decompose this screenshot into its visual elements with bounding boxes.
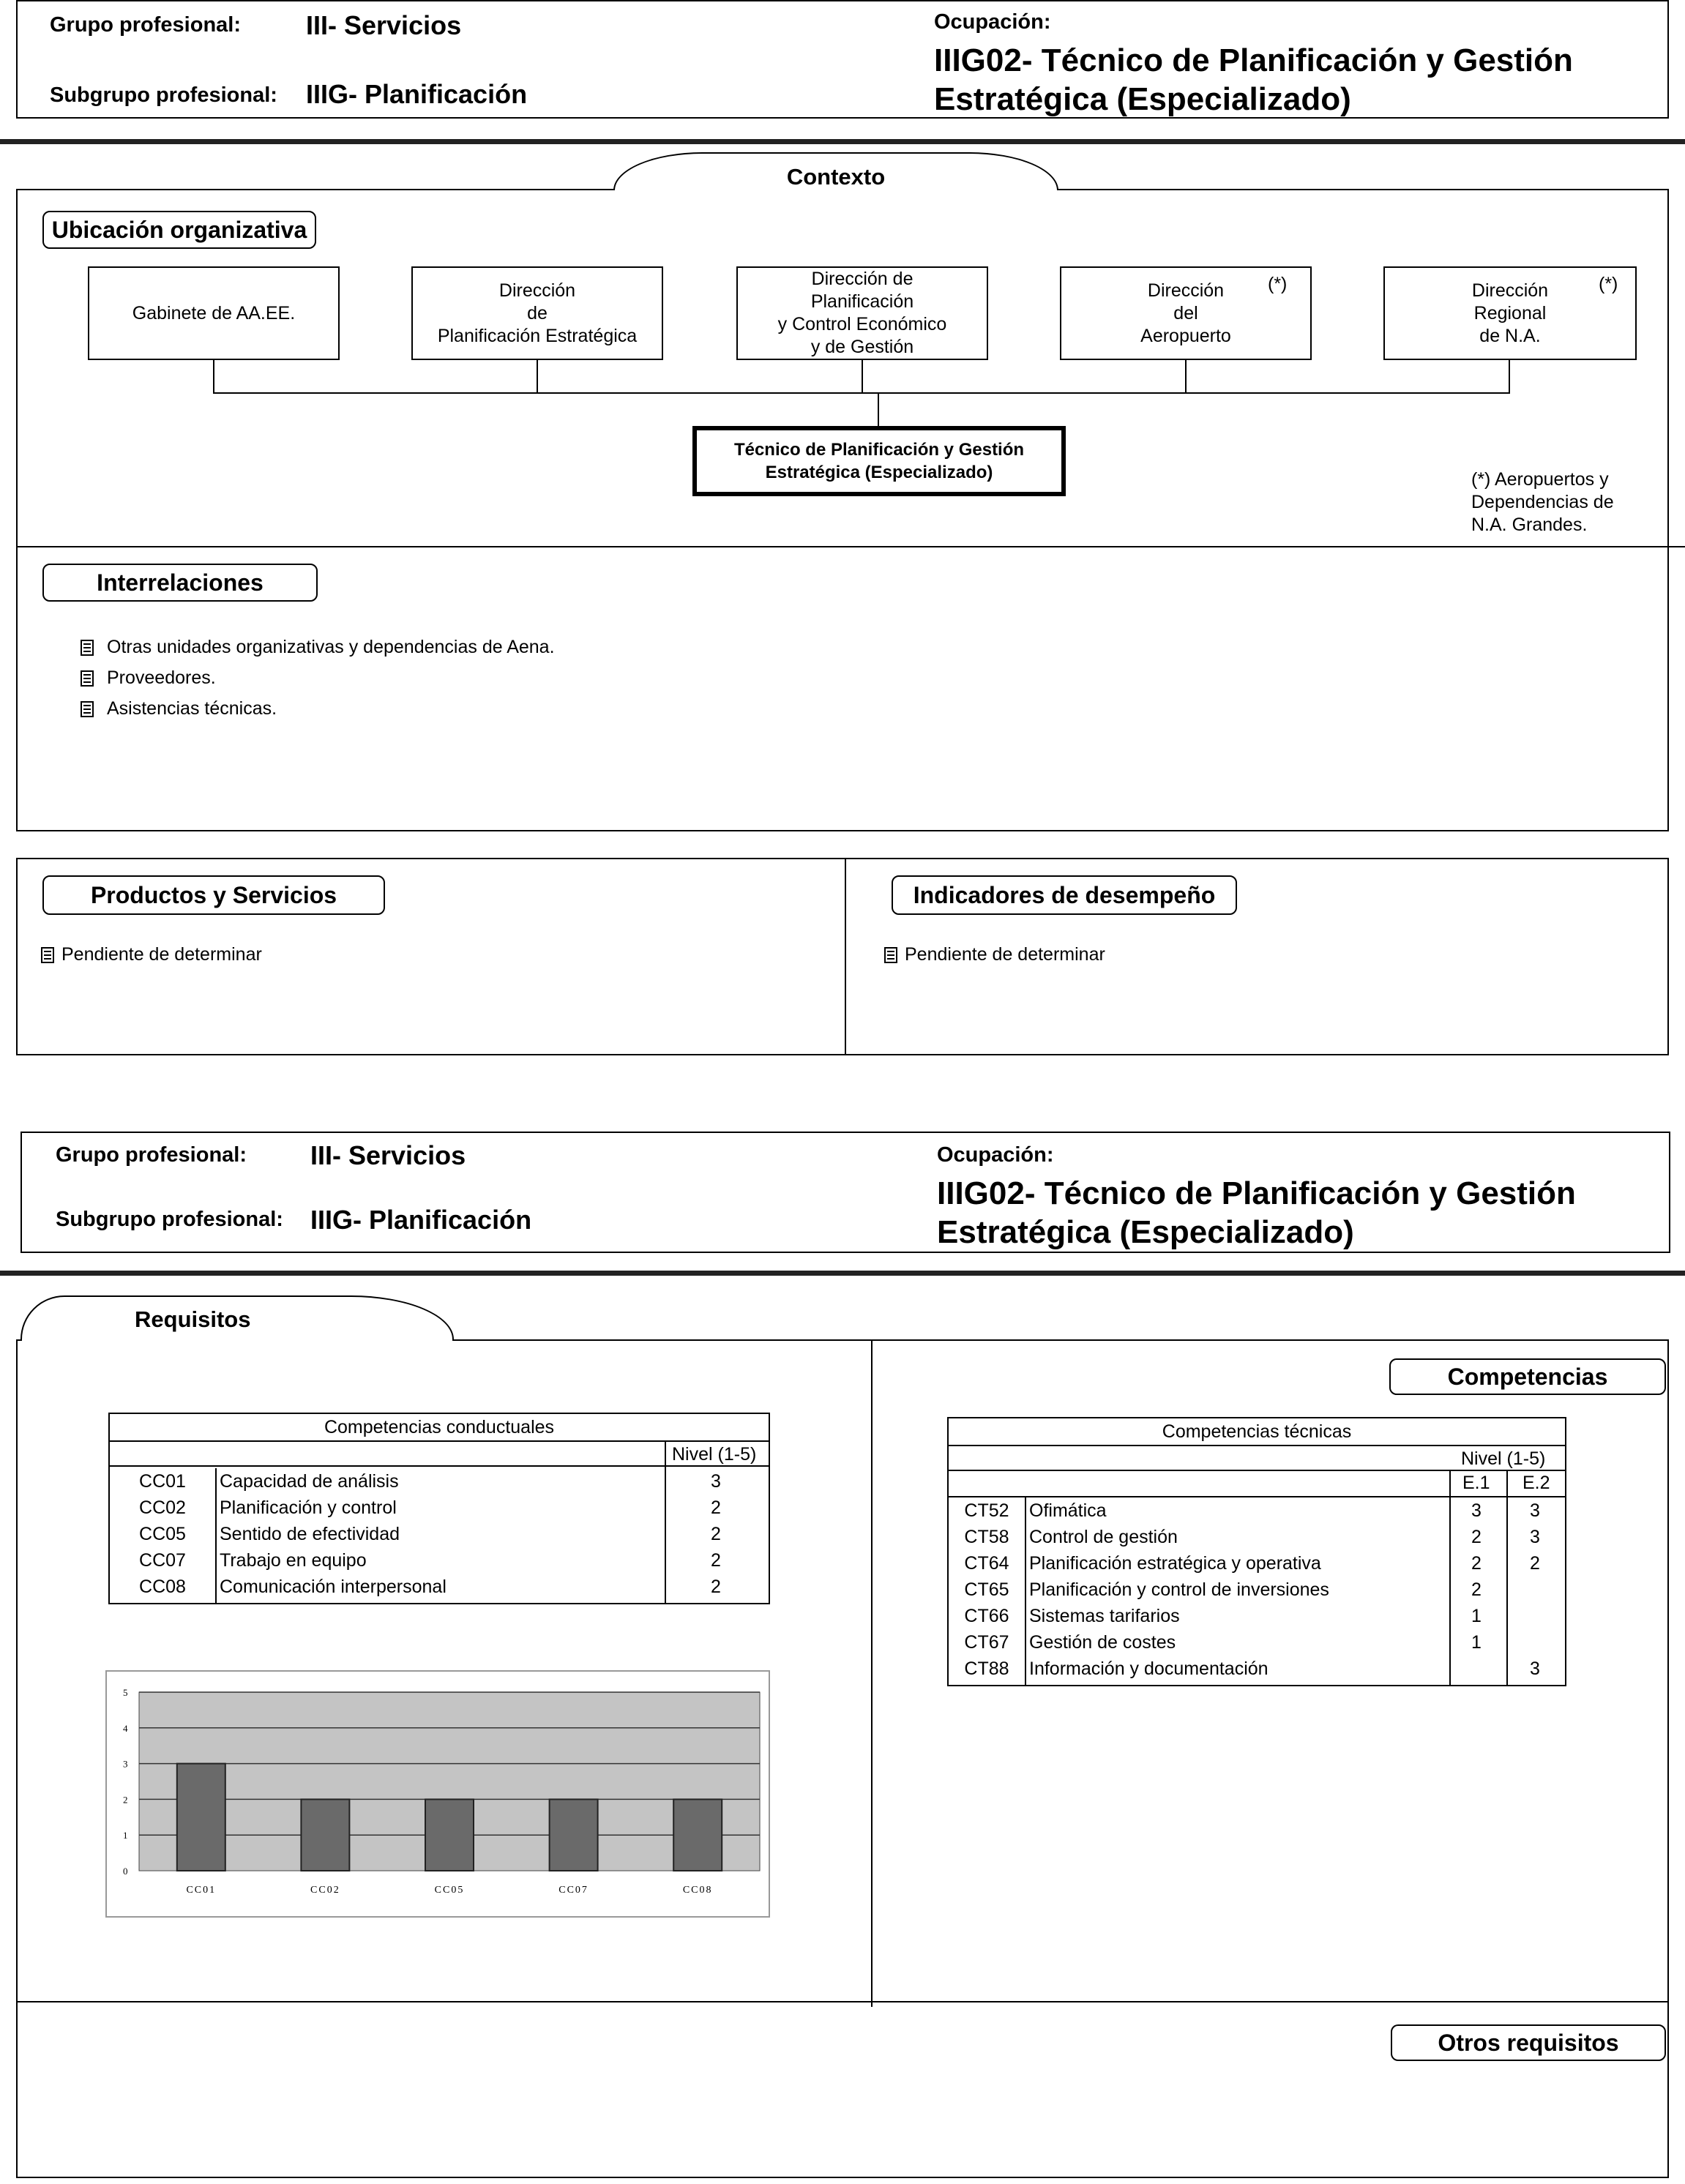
connector-horizontal	[213, 392, 1510, 394]
footnote: (*) Aeropuertos y Dependencias de N.A. Grandes.	[1471, 469, 1614, 535]
ubicacion-title: Ubicación organizativa	[42, 211, 316, 249]
competencia-code: CT88	[964, 1658, 1009, 1679]
competencia-code: CT65	[964, 1579, 1009, 1600]
competencia-e1: 3	[1471, 1500, 1482, 1521]
x-tick-label: CC05	[434, 1885, 465, 1896]
ocupacion-label-2: Ocupación:	[937, 1143, 1054, 1167]
competencia-e2: 3	[1530, 1527, 1540, 1547]
competencia-code: CT67	[964, 1632, 1009, 1653]
table-row	[949, 1577, 1565, 1603]
competencia-code: CT58	[964, 1527, 1009, 1547]
subgrupo-value: IIIG- Planificación	[306, 79, 528, 109]
requisitos-tab: Requisitos	[20, 1295, 454, 1341]
competencia-e2	[1505, 1603, 1565, 1629]
document-icon	[884, 947, 897, 963]
competencia-e2	[1505, 1577, 1565, 1603]
table-row	[110, 1521, 769, 1547]
conductuales-title: Competencias conductuales	[110, 1414, 769, 1442]
bar	[550, 1799, 598, 1871]
asterisk-regional: (*)	[1599, 274, 1618, 294]
connector-drop-5	[1509, 360, 1510, 394]
competencia-e1	[1448, 1656, 1505, 1682]
indicadores-item: Pendiente de determinar	[884, 944, 1105, 965]
competencia-e1: 2	[1471, 1553, 1482, 1574]
x-tick-label: CC07	[558, 1885, 589, 1896]
productos-divider	[845, 858, 846, 1055]
table-row	[949, 1550, 1565, 1577]
conductuales-nivel-header: Nivel (1-5)	[110, 1442, 769, 1467]
competencia-name: Ofimática	[1029, 1500, 1107, 1521]
competencia-nivel: 2	[711, 1577, 721, 1597]
table-row	[949, 1497, 1565, 1524]
competencia-e1: 1	[1471, 1606, 1482, 1626]
table-row	[949, 1524, 1565, 1550]
e1-header: E.1	[1462, 1473, 1490, 1493]
header-rule	[0, 139, 1685, 144]
indicadores-title: Indicadores de desempeño	[892, 875, 1237, 915]
ocupacion-line2: Estratégica (Especializado)	[937, 1214, 1354, 1250]
x-tick-label: CC01	[186, 1885, 217, 1896]
org-box-gabinete: Gabinete de AA.EE.	[88, 266, 340, 360]
competencia-code: CC02	[139, 1497, 186, 1518]
competencia-name: Sistemas tarifarios	[1029, 1606, 1180, 1626]
competencia-nivel: 2	[711, 1550, 721, 1571]
connector-drop-4	[1185, 360, 1187, 394]
org-box-control-economico: Dirección de Planificación y Control Económico y de Gestión	[736, 266, 988, 360]
org-box-regional: Dirección Regional de N.A.	[1383, 266, 1637, 360]
competencia-name: Planificación estratégica y operativa	[1029, 1553, 1321, 1574]
tecnicas-table	[947, 1417, 1566, 1686]
ocupacion-title	[934, 41, 1666, 119]
tecnicas-title: Competencias técnicas	[949, 1418, 1565, 1446]
document-icon	[41, 947, 54, 963]
competencia-e2: 3	[1530, 1500, 1540, 1521]
grupo-value-2: III- Servicios	[310, 1140, 466, 1170]
document-icon	[81, 640, 94, 656]
org-box-planificacion-estrategica: Dirección de Planificación Estratégica	[411, 266, 663, 360]
bar	[425, 1799, 474, 1871]
bar	[301, 1799, 349, 1871]
competencias-title: Competencias	[1389, 1358, 1666, 1395]
competencia-code: CT66	[964, 1606, 1009, 1626]
table-row	[949, 1629, 1565, 1656]
tecnicas-nivel-header: Nivel (1-5)	[949, 1446, 1565, 1471]
y-tick-label: 5	[123, 1687, 128, 1698]
y-tick-label: 4	[123, 1722, 128, 1734]
competencia-code: CC08	[139, 1577, 186, 1597]
y-tick-label: 0	[123, 1866, 128, 1877]
subgrupo-label-2: Subgrupo profesional:	[56, 1208, 283, 1231]
ocupacion-line1: IIIG02- Técnico de Planificación y Gestión	[937, 1175, 1576, 1211]
ocupacion-line1: IIIG02- Técnico de Planificación y Gestión	[934, 42, 1573, 78]
y-tick-label: 1	[123, 1830, 128, 1841]
grupo-label-2: Grupo profesional:	[56, 1143, 247, 1167]
x-tick-label: CC02	[310, 1885, 340, 1896]
requisitos-hdivider	[16, 2001, 1669, 2002]
table-row	[949, 1656, 1565, 1682]
competencia-e2: 2	[1530, 1553, 1540, 1574]
y-tick-label: 3	[123, 1758, 128, 1770]
competencia-name: Sentido de efectividad	[220, 1524, 400, 1544]
interrelaciones-title: Interrelaciones	[42, 564, 318, 602]
connector-drop-1	[213, 360, 214, 394]
productos-item: Pendiente de determinar	[41, 944, 262, 965]
connector-to-center	[878, 392, 879, 427]
competencia-name: Trabajo en equipo	[220, 1550, 367, 1571]
competencia-e1: 2	[1471, 1579, 1482, 1600]
competencia-nivel: 2	[711, 1497, 721, 1518]
grupo-label: Grupo profesional:	[50, 13, 241, 37]
table-row	[110, 1547, 769, 1574]
competencia-name: Información y documentación	[1029, 1658, 1269, 1679]
competencia-nivel: 3	[711, 1471, 721, 1492]
requisitos-vdivider	[871, 1339, 873, 2007]
header-rule-2	[0, 1271, 1685, 1276]
table-row	[110, 1574, 769, 1600]
bar	[177, 1764, 225, 1871]
tecnicas-e-header	[949, 1471, 1565, 1497]
y-tick-label: 2	[123, 1794, 128, 1806]
competencia-name: Capacidad de análisis	[220, 1471, 399, 1492]
e2-header: E.2	[1523, 1473, 1550, 1493]
conductuales-chart	[105, 1670, 770, 1918]
tecnicas-rows	[949, 1497, 1565, 1682]
ocupacion-label: Ocupación:	[934, 10, 1051, 34]
conductuales-rows	[110, 1468, 769, 1600]
conductuales-table	[108, 1413, 770, 1604]
competencia-e1: 1	[1471, 1632, 1482, 1653]
center-role-box: Técnico de Planificación y Gestión Estratégica (Especializado)	[692, 426, 1066, 496]
document-icon	[81, 670, 94, 687]
document-icon	[81, 701, 94, 717]
competencia-code: CT52	[964, 1500, 1009, 1521]
connector-drop-3	[862, 360, 863, 394]
table-row	[949, 1603, 1565, 1629]
productos-title: Productos y Servicios	[42, 875, 385, 915]
ocupacion-title-2	[937, 1174, 1669, 1252]
competencia-name: Comunicación interpersonal	[220, 1577, 447, 1597]
interrelacion-item: Asistencias técnicas.	[81, 698, 277, 719]
asterisk-aeropuerto: (*)	[1268, 274, 1288, 294]
competencia-code: CT64	[964, 1553, 1009, 1574]
org-box-aeropuerto: Dirección del Aeropuerto	[1060, 266, 1312, 360]
competencia-e2	[1505, 1629, 1565, 1656]
competencia-name: Control de gestión	[1029, 1527, 1178, 1547]
x-tick-label: CC08	[682, 1885, 713, 1896]
ocupacion-line2: Estratégica (Especializado)	[934, 81, 1351, 117]
grupo-value: III- Servicios	[306, 10, 462, 40]
interrelacion-item: Otras unidades organizativas y dependencias de Aena.	[81, 637, 555, 658]
competencia-e1: 2	[1471, 1527, 1482, 1547]
contexto-divider	[16, 546, 1685, 547]
competencia-code: CC01	[139, 1471, 186, 1492]
connector-drop-2	[537, 360, 538, 394]
competencia-name: Planificación y control	[220, 1497, 397, 1518]
competencia-code: CC05	[139, 1524, 186, 1544]
table-row	[110, 1495, 769, 1521]
competencia-code: CC07	[139, 1550, 186, 1571]
competencia-e2: 3	[1530, 1658, 1540, 1679]
contexto-tab: Contexto	[613, 152, 1058, 190]
table-row	[110, 1468, 769, 1495]
competencia-name: Gestión de costes	[1029, 1632, 1176, 1653]
bar	[673, 1799, 722, 1871]
competencia-nivel: 2	[711, 1524, 721, 1544]
otros-requisitos-title: Otros requisitos	[1391, 2024, 1666, 2061]
interrelacion-item: Proveedores.	[81, 667, 216, 689]
subgrupo-value-2: IIIG- Planificación	[310, 1205, 532, 1235]
subgrupo-label: Subgrupo profesional:	[50, 83, 277, 107]
competencia-name: Planificación y control de inversiones	[1029, 1579, 1329, 1600]
